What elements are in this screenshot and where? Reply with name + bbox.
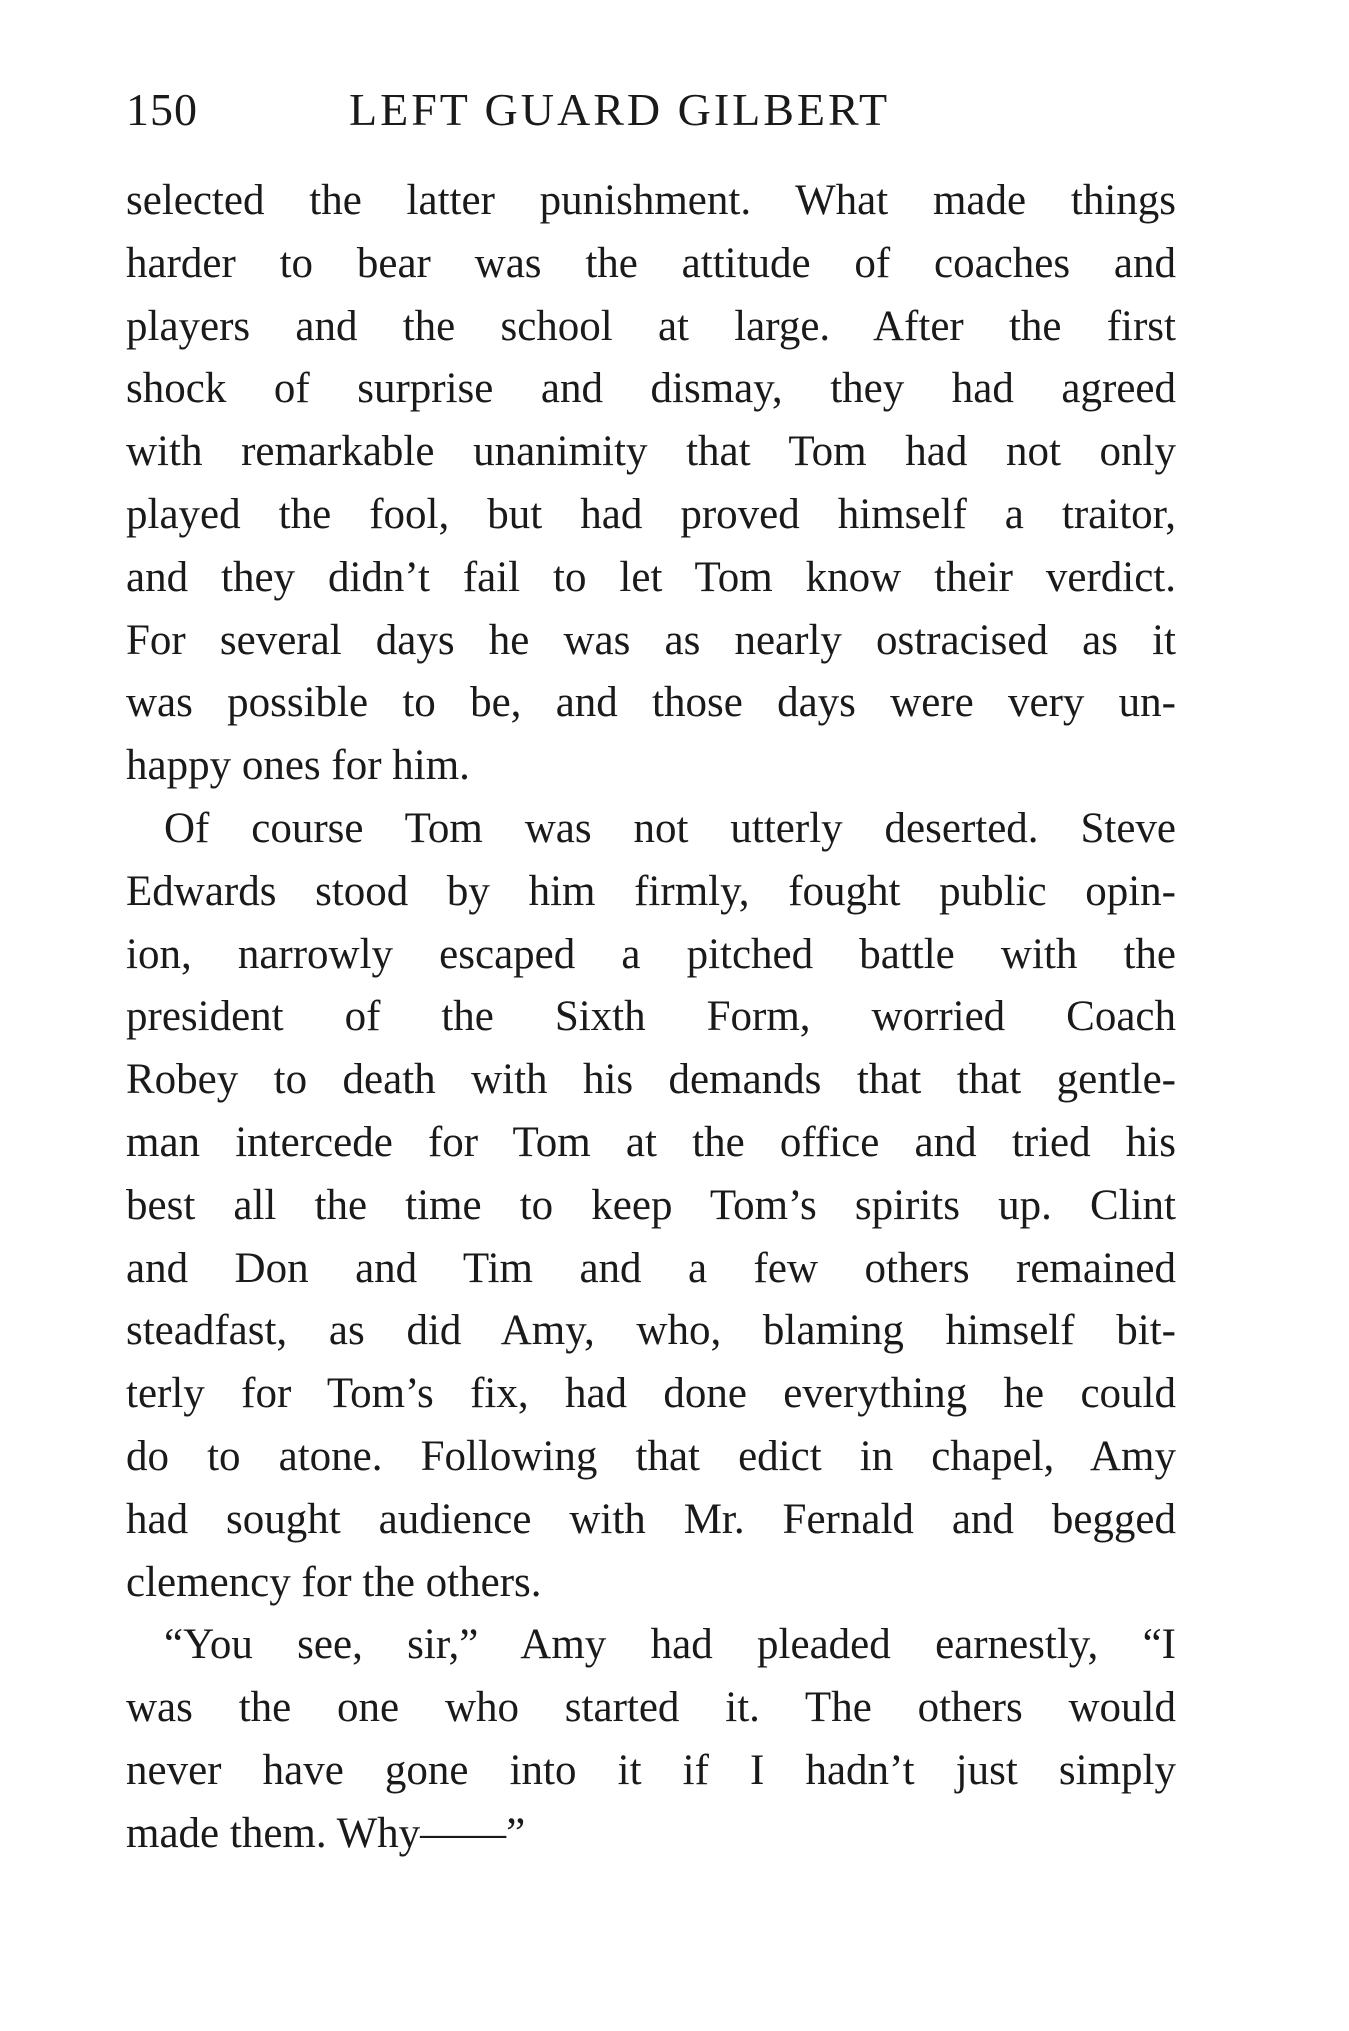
text-line: and Don and Tim and a few others remained [126,1244,1176,1292]
text-line: ion, narrowly escaped a pitched battle with the [126,930,1176,978]
text-line: happy ones for him. [126,742,470,790]
running-title: LEFT GUARD GILBERT [349,84,891,135]
text-line: played the fool, but had proved himself a traitor, [126,490,1176,538]
text-line: with remarkable unanimity that Tom had not only [126,428,1176,476]
text-line: never have gone into it if I hadn’t just simply [126,1746,1176,1794]
text-line: terly for Tom’s fix, had done everything he could [126,1370,1176,1418]
text-line: had sought audience with Mr. Fernald and begged [126,1495,1176,1543]
text-line: harder to bear was the attitude of coaches and [126,239,1176,287]
text-line: do to atone. Following that edict in chapel, Amy [126,1432,1176,1480]
text-line: For several days he was as nearly ostracised as it [126,616,1176,664]
page-number: 150 [126,84,198,135]
text-line: Robey to death with his demands that that gentle- [126,1056,1176,1104]
text-line: made them. Why——” [126,1809,526,1857]
text-line: best all the time to keep Tom’s spirits up. Clint [126,1181,1176,1229]
text-line: Edwards stood by him firmly, fought public opin- [126,867,1176,915]
body-text [126,170,1176,1866]
text-line: was possible to be, and those days were very un- [126,679,1176,727]
text-line: man intercede for Tom at the office and tried his [126,1118,1176,1166]
running-head [126,78,1176,142]
text-line: president of the Sixth Form, worried Coach [126,993,1176,1041]
text-line: and they didn’t fail to let Tom know their verdict. [126,553,1176,601]
text-line: shock of surprise and dismay, they had agreed [126,365,1176,413]
text-line: “You see, sir,” Amy had pleaded earnestly, “I [164,1621,1176,1669]
text-line: steadfast, as did Amy, who, blaming himself bit- [126,1307,1176,1355]
text-line: was the one who started it. The others would [126,1684,1176,1732]
text-line: players and the school at large. After the first [126,302,1176,350]
text-line: selected the latter punishment. What made things [126,177,1176,224]
text-line: Of course Tom was not utterly deserted. Steve [164,804,1176,852]
text-line: clemency for the others. [126,1558,542,1606]
